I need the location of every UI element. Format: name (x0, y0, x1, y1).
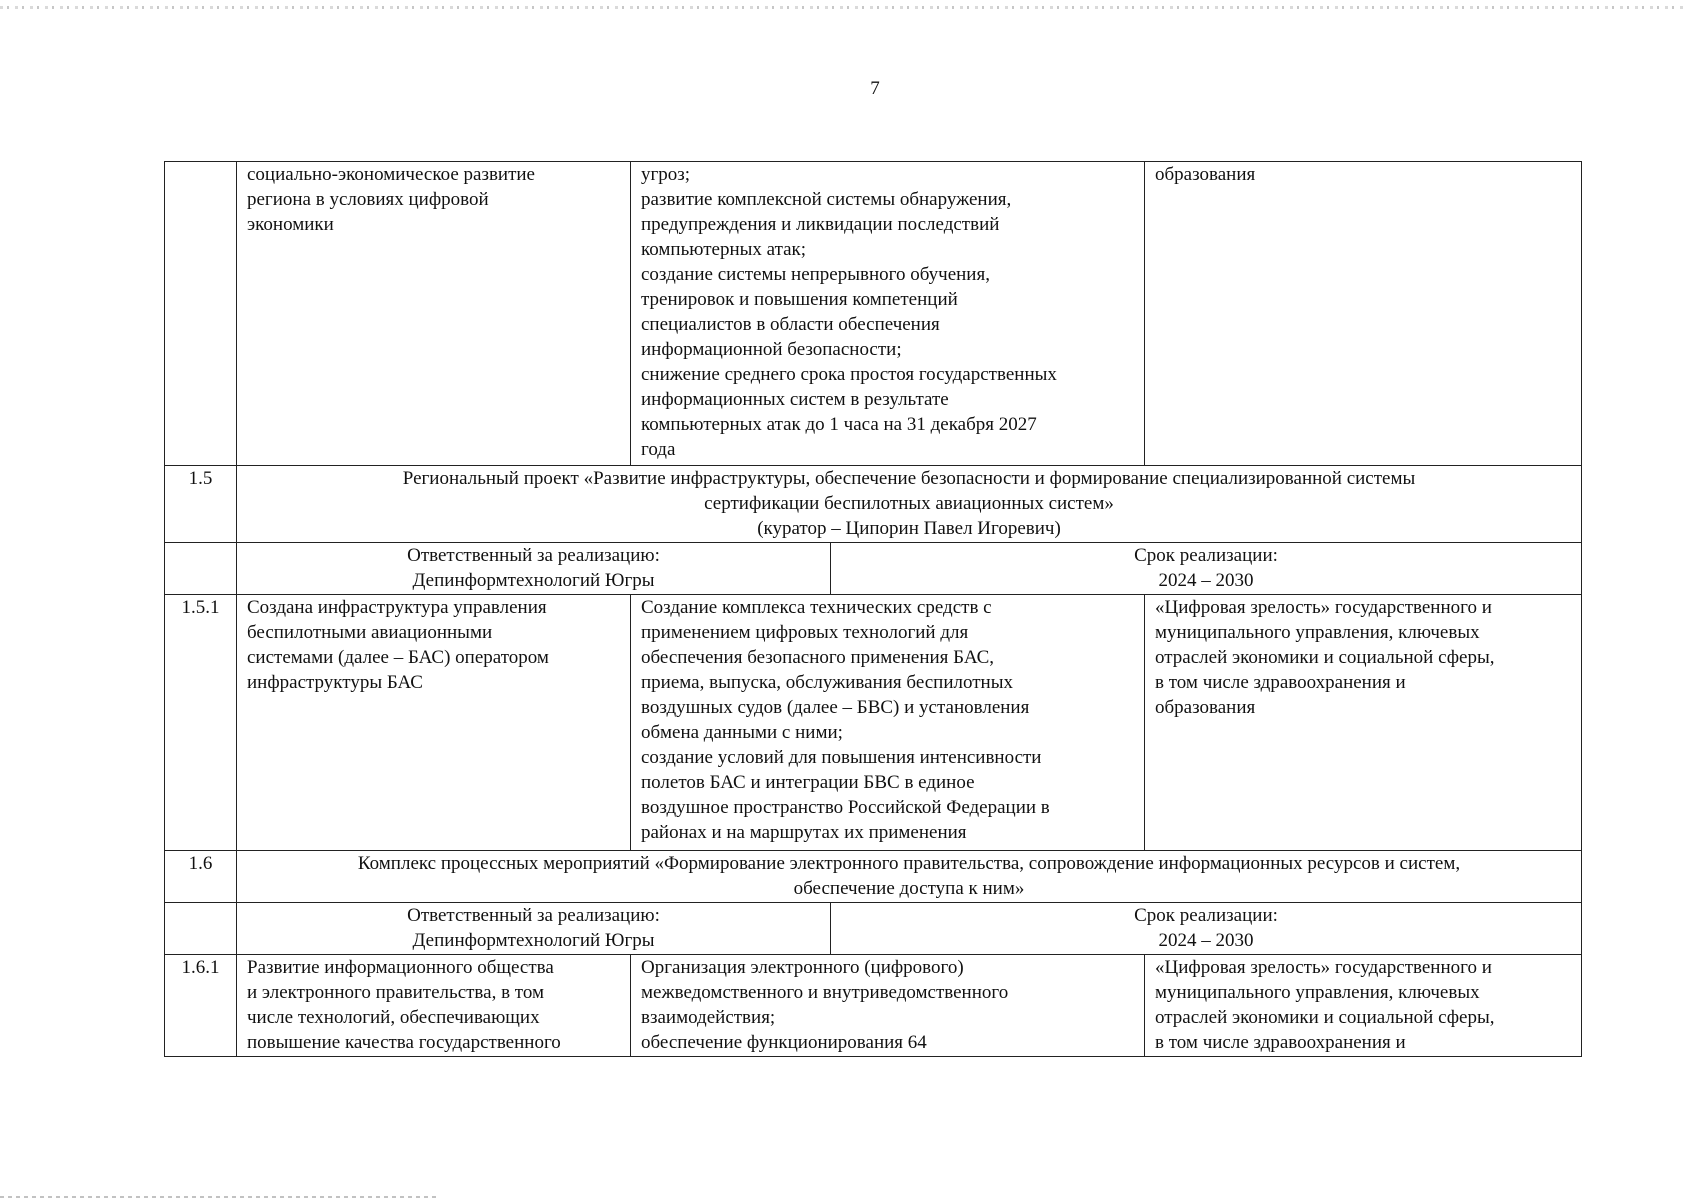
table-row-complex-heading (165, 851, 1582, 903)
table-row-responsible (165, 903, 1582, 955)
text-line: отраслей экономики и социальной сферы, (1155, 1007, 1495, 1028)
term-label: Срок реализации: (1134, 545, 1278, 566)
text-line: года (641, 439, 676, 460)
text-line: обеспечение функционирования 64 (641, 1032, 927, 1053)
text-line: тренировок и повышения компетенций (641, 289, 958, 310)
table-row-1-5-1 (165, 595, 1582, 851)
text-line: беспилотными авиационными (247, 622, 493, 643)
description-cell (631, 595, 1145, 851)
empty-cell (165, 903, 237, 955)
text-line: развитие комплексной системы обнаружения, (641, 189, 1012, 210)
complex-title-cell (237, 851, 1582, 903)
text-line: создание системы непрерывного обучения, (641, 264, 990, 285)
text-line: образования (1155, 697, 1256, 718)
text-line: обмена данными с ними; (641, 722, 843, 743)
text-line: обеспечение доступа к ним» (793, 878, 1025, 899)
text-line: Комплекс процессных мероприятий «Формирование электронного правительства, сопровождение информационных ресурсов и систем, (357, 853, 1461, 874)
text-line: районах и на маршрутах их применения (641, 822, 967, 843)
task-cell (237, 955, 631, 1057)
text-line: системами (далее – БАС) оператором (247, 647, 549, 668)
table-row-responsible (165, 543, 1582, 595)
scan-artifact-top (0, 6, 1686, 9)
term-label: Срок реализации: (1134, 905, 1278, 926)
text-line: муниципального управления, ключевых (1155, 622, 1480, 643)
text-line: межведомственного и внутриведомственного (641, 982, 1009, 1003)
description-cell (631, 955, 1145, 1057)
text-line: взаимодействия; (641, 1007, 776, 1028)
text-line: компьютерных атак; (641, 239, 807, 260)
text-line: социально-экономическое развитие (247, 164, 535, 185)
responsible-label: Ответственный за реализацию: (407, 905, 660, 926)
text-line: обеспечения безопасного применения БАС, (641, 647, 995, 668)
text-line: полетов БАС и интеграции БВС в единое (641, 772, 975, 793)
text-line: «Цифровая зрелость» государственного и (1155, 957, 1492, 978)
text-line: применением цифровых технологий для (641, 622, 969, 643)
text-line: специалистов в области обеспечения (641, 314, 940, 335)
text-line: воздушных судов (далее – БВС) и установления (641, 697, 1030, 718)
responsible-cell (237, 543, 831, 595)
text-line: региона в условиях цифровой (247, 189, 489, 210)
table-row-continuation (165, 162, 1582, 466)
term-value: 2024 – 2030 (1158, 930, 1254, 951)
text-line: снижение среднего срока простоя государственных (641, 364, 1057, 385)
row-number-cell (165, 162, 237, 466)
row-number-cell: 1.6 (165, 851, 237, 903)
empty-cell (165, 543, 237, 595)
text-line: информационной безопасности; (641, 339, 902, 360)
text-line: угроз; (641, 164, 691, 185)
table-row-1-6-1 (165, 955, 1582, 1057)
table-row-project-heading (165, 466, 1582, 543)
text-line: инфраструктуры БАС (247, 672, 423, 693)
program-table (164, 161, 1582, 1057)
text-line: создание условий для повышения интенсивности (641, 747, 1042, 768)
text-line: экономики (247, 214, 334, 235)
responsible-value: Депинформтехнологий Югры (412, 930, 655, 951)
text-line: Развитие информационного общества (247, 957, 554, 978)
text-line: компьютерных атак до 1 часа на 31 декабря 2027 (641, 414, 1037, 435)
text-line: воздушное пространство Российской Федерации в (641, 797, 1050, 818)
responsible-cell (237, 903, 831, 955)
text-line: в том числе здравоохранения и (1155, 1032, 1406, 1053)
text-line: муниципального управления, ключевых (1155, 982, 1480, 1003)
responsible-value: Депинформтехнологий Югры (412, 570, 655, 591)
project-title-cell (237, 466, 1582, 543)
text-line: «Цифровая зрелость» государственного и (1155, 597, 1492, 618)
text-line: повышение качества государственного (247, 1032, 561, 1053)
responsible-label: Ответственный за реализацию: (407, 545, 660, 566)
term-value: 2024 – 2030 (1158, 570, 1254, 591)
text-line: предупреждения и ликвидации последствий (641, 214, 1000, 235)
text-line: в том числе здравоохранения и (1155, 672, 1406, 693)
text-line: сертификации беспилотных авиационных систем» (704, 493, 1114, 514)
task-cell (237, 162, 631, 466)
text-line: Организация электронного (цифрового) (641, 957, 964, 978)
row-number-cell: 1.5.1 (165, 595, 237, 851)
text-line: числе технологий, обеспечивающих (247, 1007, 540, 1028)
text-line: отраслей экономики и социальной сферы, (1155, 647, 1495, 668)
indicator-cell (1145, 162, 1582, 466)
row-number-cell: 1.6.1 (165, 955, 237, 1057)
description-cell (631, 162, 1145, 466)
text-line: информационных систем в результате (641, 389, 949, 410)
indicator-cell (1145, 595, 1582, 851)
text-line: (куратор – Ципорин Павел Игоревич) (757, 518, 1061, 539)
term-cell (831, 543, 1582, 595)
text-line: Региональный проект «Развитие инфраструктуры, обеспечение безопасности и формирование специализированной системы (402, 468, 1416, 489)
text-line: и электронного правительства, в том (247, 982, 545, 1003)
indicator-cell (1145, 955, 1582, 1057)
task-cell (237, 595, 631, 851)
text-line: Создание комплекса технических средств с (641, 597, 992, 618)
text-line: образования (1155, 164, 1256, 185)
scan-artifact-bottom (0, 1196, 440, 1198)
text-line: приема, выпуска, обслуживания беспилотных (641, 672, 1013, 693)
page-number: 7 (870, 78, 880, 99)
term-cell (831, 903, 1582, 955)
row-number-cell: 1.5 (165, 466, 237, 543)
text-line: Создана инфраструктура управления (247, 597, 547, 618)
